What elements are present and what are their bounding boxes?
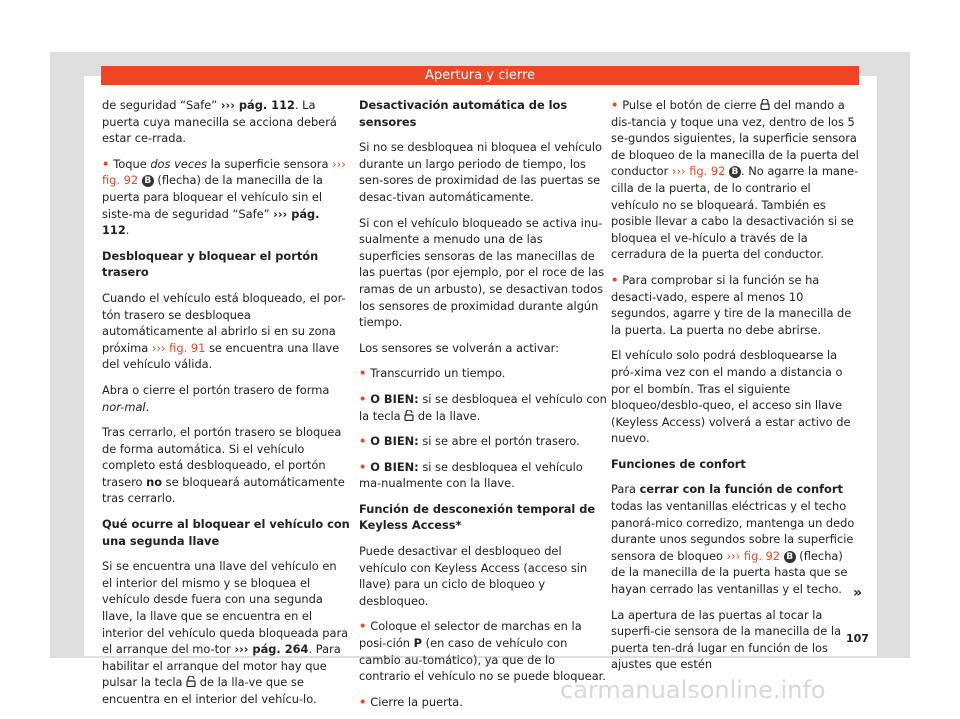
subheading: Desbloquear y bloquear el portón trasero <box>102 248 319 280</box>
bullet-item: • O BIEN: si se desbloquea el vehículo ma-nualmente con la llave. <box>359 459 607 492</box>
paragraph: Para cerrar con la función de confort todas las ventanillas eléctricas y el techo panorá-mico corredizo, mantenga un dedo durante unos segundos sobre la superficie sensora de bloqueo ››› fig. 92 B (flecha) de la manecilla de la puerta hasta que se hayan cerrado las ventanillas y el techo. <box>611 482 855 597</box>
page-reference[interactable]: ››› pág. 112 <box>220 98 295 112</box>
bullet-item: • Toque dos veces la superficie sensora ››› fig. 92 B (flecha) de la manecilla de la puerta para bloquear el vehículo sin el siste-ma de seguridad “Safe” ››› pág. 112. <box>102 156 350 239</box>
figure-reference[interactable]: ››› fig. 92 <box>671 164 726 179</box>
paragraph: Cuando el vehículo está bloqueado, el por-tón trasero se desbloquea automáticamente al abrirlo si en su zona próxima ››› fig. 91 se encuentra una llave del vehículo válida. <box>102 290 346 372</box>
bullet-item: • Transcurrido un tiempo. <box>359 365 607 382</box>
paragraph: El vehículo solo podrá desbloquearse la pró-xima vez con el mando a distancia o por el bombín. Tras el siguiente bloqueo/desblo-queo, el acceso sin llave (Keyless Access) volverá a estar activo de nuevo. <box>611 348 851 446</box>
page-number: 107 <box>846 632 869 645</box>
figure-reference[interactable]: ››› fig. 92 <box>102 156 346 188</box>
column-3 <box>611 97 859 673</box>
section-header: Apertura y cierre <box>101 66 859 85</box>
column-2 <box>359 97 607 719</box>
subheading: Desactivación automática de los sensores <box>359 98 568 129</box>
unlock-icon <box>404 410 414 421</box>
paragraph: Si no se desbloquea ni bloquea el vehículo durante un largo periodo de tiempo, los sen-sores de proximidad de las puertas se desac-tivan automáticamente. <box>359 140 602 204</box>
paragraph: Si se encuentra una llave del vehículo en el interior del mismo y se bloquea el vehículo desde fuera con una segunda llave, la llave que se encuentra en el interior del vehículo queda bloqueada para el arranque del mo-tor ››› pág. 264. Para habilitar el arranque del motor hay que pulsar la tecla de la lla-ve que se encuentra en el interior del vehícu-lo. <box>102 559 349 706</box>
unlock-icon <box>186 676 196 687</box>
bullet-item: • Para comprobar si la función se ha desacti-vado, espere al menos 10 segundos, agarre y tire de la manecilla de la puerta. La puerta no debe abrirse. <box>611 272 859 338</box>
paragraph: Abra o cierre el portón trasero de forma nor-mal. <box>102 382 330 414</box>
figure-reference[interactable]: ››› fig. 91 <box>151 340 206 355</box>
lock-icon <box>760 99 770 110</box>
callout-b-badge: B <box>784 551 796 563</box>
page-reference[interactable]: ››› pág. 264 <box>234 642 309 657</box>
column-1 <box>102 97 350 717</box>
paragraph: Los sensores se volverán a activar: <box>359 340 559 355</box>
subheading: Función de desconexión temporal de Keyless Access* <box>359 501 596 533</box>
watermark: carmanualsonline.info <box>560 676 826 704</box>
subheading: Funciones de confort <box>611 456 746 471</box>
bullet-item: • Coloque el selector de marchas en la posi-ción P (en caso de vehículo con cambio au-tomático), ya que de lo contrario el vehículo no se puede bloquear. <box>359 618 607 684</box>
figure-reference[interactable]: ››› fig. 92 <box>726 548 781 563</box>
subheading: Qué ocurre al bloquear el vehículo con una segunda llave <box>102 517 350 548</box>
bullet-item: • O BIEN: si se abre el portón trasero. <box>359 433 607 450</box>
continue-mark: » <box>853 585 863 601</box>
bullet-item: • Pulse el botón de cierre del mando a dis-tancia y toque una vez, dentro de los 5 se-gundos siguientes, la superficie sensora de bloqueo de la manecilla de la puerta del conductor ››› fig. 92 B . No agarre la mane-cilla de la puerta, de lo contrario el vehículo no se bloqueará. También es posible llevar a cabo la desactivación si se bloquea el ve-hículo a través de la cerradura de la puerta del conductor. <box>611 97 859 263</box>
bullet-item: • Cierre la puerta. <box>359 694 607 711</box>
callout-b-badge: B <box>729 166 741 178</box>
paragraph: Si con el vehículo bloqueado se activa inu-sualmente a menudo una de las superficies sensoras de las manecillas de las puertas (por ejemplo, por el roce de las ramas de un arbusto), se desactivan todos los sensores de proximidad durante algún tiempo. <box>359 215 605 330</box>
callout-b-badge: B <box>142 175 154 187</box>
bullet-item: • O BIEN: si se desbloquea el vehículo con la tecla de la llave. <box>359 391 607 424</box>
paragraph: Puede desactivar el desbloqueo del vehículo con Keyless Access (acceso sin llave) para un ciclo de bloqueo y desbloqueo. <box>359 544 588 608</box>
paragraph: de seguridad “Safe” ››› pág. 112. La puerta cuya manecilla se acciona deberá estar ce-rrada. <box>102 98 337 146</box>
page-reference[interactable]: ››› pág. 112 <box>102 206 320 238</box>
paragraph: La apertura de las puertas al tocar la superfi-cie sensora de la manecilla de la puerta ten-drá lugar en función de los ajustes que estén <box>611 607 842 672</box>
paragraph: Tras cerrarlo, el portón trasero se bloquea de forma automática. Si el vehículo completo está desbloqueado, el portón trasero no se bloqueará automáticamente tras cerrarlo. <box>102 425 345 506</box>
